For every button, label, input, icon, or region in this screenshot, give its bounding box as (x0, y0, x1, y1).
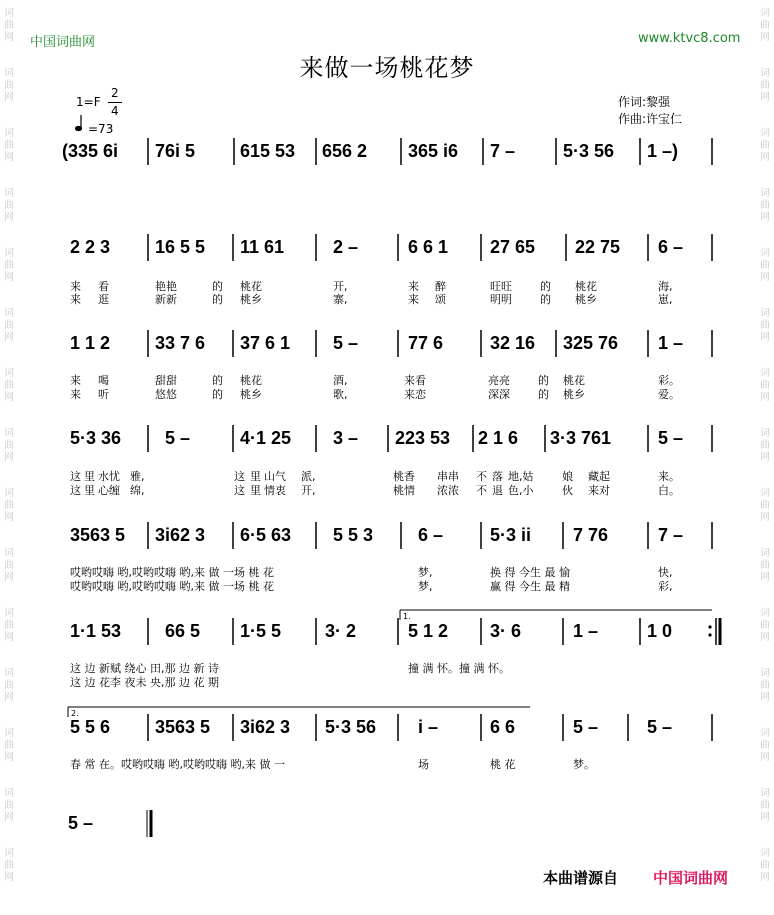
lyric-text: 来 (70, 374, 81, 387)
watermark-text: 词曲网 (760, 68, 770, 103)
lyric-text: 哎哟哎嗨 哟,哎哟哎嗨 哟,来 做 一场 桃 花 (70, 580, 274, 593)
note-group: 5 – (658, 428, 684, 448)
lyric-text: 颂 (435, 293, 446, 306)
watermark-text: 词曲网 (760, 128, 770, 163)
note-group: 365 i6 (408, 141, 459, 161)
footer-source-label: 本曲谱源自 (543, 869, 619, 887)
note-group: 7 – (490, 141, 516, 161)
lyric-text: 开, (301, 484, 316, 497)
lyric-text: 里 (250, 470, 261, 483)
lyric-text: 白。 (658, 484, 680, 497)
watermark-text: 词曲网 (4, 428, 14, 463)
lyric-text: 来对 (588, 484, 610, 497)
lyric-text: 不 (476, 470, 487, 483)
lyric-text: 深深 (488, 388, 510, 401)
lyric-text: 里 (250, 484, 261, 497)
lyric-text: 的 (212, 388, 223, 401)
lyric-text: 地,姑 (508, 470, 534, 483)
lyric-text: 娘 (562, 470, 573, 483)
note-group: 1·1 53 (70, 621, 122, 641)
note-group: 22 75 (575, 237, 621, 257)
lyric-text: 来 (408, 280, 419, 293)
watermark-text: 词曲网 (760, 308, 770, 343)
composer: 作曲:许宝仁 (618, 112, 683, 126)
note-group: 1·5 5 (240, 621, 282, 641)
lyric-text: 寨, (333, 293, 348, 306)
note-group: 5·3 56 (563, 141, 615, 161)
lyric-text: 的 (538, 388, 549, 401)
lyric-text: 这 (234, 484, 245, 497)
note-group: 6 6 (490, 717, 516, 737)
watermark-text: 词曲网 (760, 248, 770, 283)
lyric-text: 来 (70, 388, 81, 401)
lyric-text: 海, (658, 280, 673, 293)
lyric-text: 歌, (333, 388, 348, 401)
note-group: 32 16 (490, 333, 536, 353)
watermark-text: 词曲网 (4, 848, 14, 883)
repeat-dot (708, 625, 711, 628)
lyric-text: 桃乡 (240, 293, 262, 306)
note-group: 3 – (333, 428, 359, 448)
lyric-text: 新新 (155, 293, 177, 306)
lyric-text: 开, (333, 280, 348, 293)
lyric-text: 浓浓 (437, 484, 459, 497)
watermark-text: 词曲网 (4, 728, 14, 763)
lyric-text: 春 常 在。哎哟哎嗨 哟,哎哟哎嗨 哟,来 做 一 (70, 758, 285, 771)
lyric-text: 旺旺 (490, 280, 512, 293)
lyric-text: 桃花 (563, 374, 585, 387)
note-group: 2 – (333, 237, 359, 257)
watermark-text: 词曲网 (4, 788, 14, 823)
watermark-text: 词曲网 (760, 728, 770, 763)
note-group: 2 1 6 (478, 428, 519, 448)
note-group: 5·3 36 (70, 428, 122, 448)
time-signature-top: 2 (111, 86, 119, 100)
watermark-text: 词曲网 (4, 668, 14, 703)
lyric-text: 桃花 (240, 374, 262, 387)
note-group: 5 – (68, 813, 94, 833)
lyric-text: 伙 (562, 484, 573, 497)
lyric-text: 桃花 (240, 280, 262, 293)
lyric-text: 酒, (333, 374, 348, 387)
lyric-text: 亮亮 (488, 374, 510, 387)
note-group: 16 5 5 (155, 237, 206, 257)
lyric-text: 这 (70, 484, 81, 497)
lyric-text: 来恋 (404, 388, 426, 401)
note-group: 325 76 (563, 333, 619, 353)
note-group: (335 6i (62, 141, 119, 161)
watermark-text: 词曲网 (760, 8, 770, 43)
note-group: 6·5 63 (240, 525, 292, 545)
note-group: 5 – (333, 333, 359, 353)
lyric-text: 梦, (418, 566, 433, 579)
lyric-text: 串串 (437, 470, 459, 483)
note-group: 5 – (165, 428, 191, 448)
note-group: 1 – (658, 333, 684, 353)
lyric-text: 来 (408, 293, 419, 306)
note-group: 223 53 (395, 428, 451, 448)
watermark-text: 词曲网 (4, 8, 14, 43)
lyricist: 作词:黎强 (618, 95, 671, 109)
lyric-text: 艳艳 (155, 280, 177, 293)
note-group: 3· 2 (325, 621, 357, 641)
lyric-text: 里 (84, 484, 95, 497)
lyric-text: 来 (70, 280, 81, 293)
watermark-text: 词曲网 (4, 248, 14, 283)
note-group: 5 5 3 (333, 525, 374, 545)
lyric-text: 悠悠 (155, 388, 177, 401)
note-group: 3· 6 (490, 621, 522, 641)
note-group: 4·1 25 (240, 428, 292, 448)
note-group: 27 65 (490, 237, 536, 257)
footer-brand-link[interactable]: 中国词曲网 (653, 869, 729, 887)
lyric-text: 的 (540, 293, 551, 306)
watermark-text: 词曲网 (760, 668, 770, 703)
lyric-text: 来 (70, 293, 81, 306)
lyric-text: 这 边 新赋 绕心 田,那 边 新 诗 (70, 662, 219, 675)
lyric-text: 桃 花 (490, 758, 516, 771)
lyric-text: 哎哟哎嗨 哟,哎哟哎嗨 哟,来 做 一场 桃 花 (70, 566, 274, 579)
lyric-text: 色,小 (508, 484, 534, 497)
note-group: 5 – (573, 717, 599, 737)
lyric-text: 桃乡 (575, 293, 597, 306)
lyric-text: 雅, (130, 470, 145, 483)
note-group: 6 6 1 (408, 237, 449, 257)
note-group: 33 7 6 (155, 333, 206, 353)
watermark-text: 词曲网 (4, 128, 14, 163)
note-group: 5·3 ii (490, 525, 532, 545)
watermark-text: 词曲网 (4, 368, 14, 403)
note-group: 615 53 (240, 141, 296, 161)
lyric-text: 水忧 (98, 470, 120, 483)
note-group: 1 0 (647, 621, 673, 641)
watermark-text: 词曲网 (760, 188, 770, 223)
note-group: 3i62 3 (155, 525, 206, 545)
lyric-text: 桃乡 (240, 388, 262, 401)
lyric-text: 不 (476, 484, 487, 497)
note-group: i – (418, 717, 439, 737)
lyric-text: 派, (301, 470, 316, 483)
lyric-text: 这 (70, 470, 81, 483)
lyric-text: 梦, (418, 580, 433, 593)
watermark-text: 词曲网 (760, 428, 770, 463)
song-title: 来做一场桃花梦 (299, 54, 475, 82)
note-group: 5 5 6 (70, 717, 111, 737)
watermark-text: 词曲网 (4, 188, 14, 223)
lyric-text: 彩。 (658, 374, 680, 387)
note-group: 7 76 (573, 525, 609, 545)
lyric-text: 绵, (130, 484, 145, 497)
lyric-text: 听 (98, 388, 109, 401)
repeat-dot (708, 633, 711, 636)
note-group: 77 6 (408, 333, 444, 353)
note-group: 1 1 2 (70, 333, 111, 353)
site-name-left[interactable]: 中国词曲网 (30, 35, 96, 50)
lyric-text: 的 (212, 293, 223, 306)
watermark-text: 词曲网 (4, 68, 14, 103)
lyric-text: 逛 (98, 293, 109, 306)
lyric-text: 场 (418, 758, 429, 771)
lyric-text: 桃香 (393, 470, 415, 483)
key-signature: 1=F (76, 95, 101, 109)
lyric-text: 桃花 (575, 280, 597, 293)
lyric-text: 的 (212, 280, 223, 293)
volta-label: 1. (403, 612, 411, 621)
lyric-text: 梦。 (573, 758, 595, 771)
lyric-text: 里 (84, 470, 95, 483)
note-group: 5 – (647, 717, 673, 737)
lyric-text: 情衷 (264, 484, 286, 497)
tempo-marking: =73 (88, 122, 114, 136)
note-group: 5·3 56 (325, 717, 377, 737)
site-url-right[interactable]: www.ktvc8.com (638, 31, 741, 46)
lyric-text: 山气 (264, 470, 286, 483)
lyric-text: 退 (492, 484, 503, 497)
lyric-text: 换 得 今生 最 愉 (490, 566, 570, 579)
lyric-text: 看 (98, 280, 109, 293)
lyric-text: 心缠 (98, 484, 120, 497)
lyric-text: 来。 (658, 470, 680, 483)
volta-label: 2. (71, 709, 79, 718)
lyric-text: 彩, (658, 580, 673, 593)
lyric-text: 桃乡 (563, 388, 585, 401)
watermark-text: 词曲网 (4, 308, 14, 343)
watermark-text: 词曲网 (760, 548, 770, 583)
note-group: 76i 5 (155, 141, 196, 161)
lyric-text: 的 (540, 280, 551, 293)
note-group: 6 – (418, 525, 444, 545)
note-group: 11 61 (240, 237, 285, 257)
lyric-text: 爱。 (658, 388, 680, 401)
lyric-text: 快, (658, 566, 673, 579)
lyric-text: 赢 得 今生 最 精 (490, 580, 570, 593)
watermark-text: 词曲网 (760, 368, 770, 403)
time-signature-bottom: 4 (111, 104, 119, 118)
note-group: 3563 5 (155, 717, 211, 737)
lyric-text: 的 (212, 374, 223, 387)
watermark-text: 词曲网 (4, 608, 14, 643)
note-group: 656 2 (322, 141, 368, 161)
note-group: 6 – (658, 237, 684, 257)
watermark-text: 词曲网 (4, 548, 14, 583)
watermark-text: 词曲网 (4, 488, 14, 523)
note-group: 3563 5 (70, 525, 126, 545)
lyric-text: 甜甜 (155, 374, 177, 387)
note-group: 7 – (658, 525, 684, 545)
note-group: 2 2 3 (70, 237, 111, 257)
lyric-text: 藏起 (588, 470, 610, 483)
lyric-text: 这 (234, 470, 245, 483)
lyric-text: 崽, (658, 293, 673, 306)
lyric-text: 喝 (98, 374, 109, 387)
note-group: 1 –) (647, 141, 679, 161)
lyric-text: 撞 满 怀。撞 满 怀。 (408, 662, 510, 675)
watermark-text: 词曲网 (760, 788, 770, 823)
lyric-text: 醉 (435, 280, 446, 293)
lyric-text: 落 (492, 470, 503, 483)
note-group: 37 6 1 (240, 333, 291, 353)
note-group: 3·3 761 (550, 428, 612, 448)
watermark-text: 词曲网 (760, 488, 770, 523)
lyric-text: 来看 (404, 374, 426, 387)
watermark-text: 词曲网 (760, 608, 770, 643)
note-group: 3i62 3 (240, 717, 291, 737)
watermark-text: 词曲网 (760, 848, 770, 883)
note-group: 5 1 2 (408, 621, 449, 641)
lyric-text: 这 边 花李 夜未 央,那 边 花 期 (70, 676, 219, 689)
lyric-text: 桃情 (393, 484, 415, 497)
note-group: 1 – (573, 621, 599, 641)
note-group: 66 5 (165, 621, 201, 641)
lyric-text: 的 (538, 374, 549, 387)
lyric-text: 明明 (490, 293, 512, 306)
